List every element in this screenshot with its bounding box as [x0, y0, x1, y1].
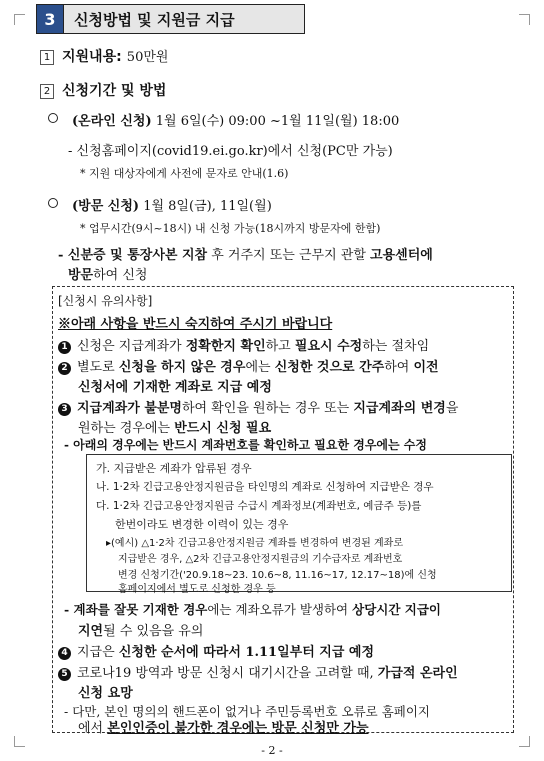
item-value: 50만원 — [126, 50, 169, 65]
item-number-box: 1 — [40, 50, 54, 65]
text-bold: 신청서에 기재한 계좌로 지급 예정 — [78, 380, 272, 395]
text-bold: 신청한 것으로 간주 — [274, 360, 385, 375]
text: 될 수 있음을 유의 — [103, 624, 204, 639]
box-example-cont: 변경 신청기간('20.9.18~23. 10.6~8, 11.16~17, 12.17~18)에 신청 — [118, 570, 437, 581]
number-5-icon: 5 — [58, 668, 71, 681]
notice-point-5 — [58, 662, 458, 681]
visit-detail-bold: 방문 — [68, 268, 94, 283]
text-bold: - 계좌를 잘못 기재한 경우 — [64, 602, 208, 617]
item-support-content — [40, 46, 168, 66]
text-bold: 신청을 하지 않은 경우 — [118, 360, 246, 375]
text-bold: 필요시 수정 — [294, 339, 363, 354]
box-item-da-cont: 한번이라도 변경한 이력이 있는 경우 — [115, 518, 289, 531]
text: 하여 — [384, 360, 410, 375]
item-number-box: 2 — [40, 84, 54, 99]
notice-point-5-cont — [78, 682, 133, 701]
text: 지급은 — [77, 645, 115, 660]
text: 원하는 경우에는 — [78, 421, 171, 436]
item-application-period — [40, 80, 166, 100]
number-1-icon: 1 — [58, 341, 71, 354]
box-item-ga: 가. 지급받은 계좌가 압류된 경우 — [96, 462, 252, 475]
notice-dash-1 — [64, 436, 427, 453]
text-bold: - 아래의 경우에는 반드시 계좌번호를 확인하고 필요한 경우에는 수정 — [64, 438, 427, 452]
text-bold: 정확한지 확인 — [185, 339, 266, 354]
section-title: 신청방법 및 지원금 지급 — [64, 4, 305, 34]
text: 하는 절차임 — [362, 339, 430, 354]
visit-detail-cont — [68, 264, 148, 283]
visit-detail-bold: 고용센터에 — [370, 248, 433, 263]
notice-point-3-cont — [78, 417, 271, 436]
online-detail: - 신청홈페이지(covid19.ei.go.kr)에서 신청(PC만 가능) — [68, 144, 393, 159]
item-label: 신청기간 및 방법 — [62, 83, 167, 99]
text-bold: 이전 — [413, 360, 439, 375]
box-example-cont: 지급받은 경우, △2차 긴급고용안정지원금의 기수급자로 계좌번호 — [118, 554, 403, 565]
notice-warning — [58, 313, 332, 332]
text-bold: 신청한 순서에 따라서 1.11일부터 지급 예정 — [118, 645, 375, 660]
text-bold: 지연 — [78, 624, 104, 639]
text: 에는 계좌오류가 발생하여 — [207, 602, 349, 617]
section-number: 3 — [36, 4, 64, 34]
section-header — [36, 4, 305, 34]
visit-dates: 1월 8일(금), 11일(월) — [143, 199, 272, 214]
visit-detail — [58, 244, 433, 263]
crop-mark — [519, 14, 530, 25]
visit-note: * 업무시간(9시~18시) 내 신청 가능(18시까지 방문자에 한함) — [80, 222, 381, 235]
box-example-cont: 홈페이지에서 별도로 신청한 경우 등 — [118, 584, 276, 595]
crop-mark — [14, 14, 25, 25]
notice-point-4 — [58, 641, 374, 660]
online-application — [48, 110, 399, 129]
number-3-icon: 3 — [58, 403, 71, 416]
notice-point-2 — [58, 356, 439, 375]
online-note: * 지원 대상자에게 사전에 문자로 안내(1.6) — [80, 167, 289, 180]
bullet-circle-icon — [48, 198, 58, 208]
visit-detail-text: 후 거주지 또는 근무지 관할 — [211, 248, 366, 263]
notice-warning-text: ※아래 사항을 반드시 숙지하여 주시기 바랍니다 — [58, 317, 333, 332]
visit-application — [48, 195, 272, 214]
box-item-da: 다. 1·2차 긴급고용안정지원금 수급시 계좌정보(계좌번호, 예금주 등)를 — [96, 500, 422, 512]
text-bold: 반드시 신청 필요 — [174, 421, 272, 436]
number-4-icon: 4 — [58, 647, 71, 660]
notice-point-1 — [58, 335, 429, 354]
visit-detail-text: 하여 신청 — [93, 268, 148, 283]
visit-label: (방문 신청) — [72, 199, 140, 214]
box-example: ▸(예시) △1·2차 긴급고용안정지원금 계좌를 변경하여 변경된 계좌로 — [106, 538, 403, 549]
text-bold: 지급계좌가 불분명 — [77, 401, 182, 416]
notice-title: [신청시 유의사항] — [58, 294, 153, 308]
notice-dash-2-cont — [78, 620, 203, 639]
text: 별도로 — [77, 360, 115, 375]
text: 에서 — [78, 721, 104, 736]
notice-dash-3-cont — [78, 717, 369, 736]
notice-point-3 — [58, 397, 458, 416]
box-item-na: 나. 1·2차 긴급고용안정지원금을 타인명의 계좌로 신청하여 지급받은 경우 — [96, 481, 434, 493]
number-2-icon: 2 — [58, 362, 71, 375]
text-bold: 상당시간 지급이 — [352, 602, 442, 617]
text: 코로나19 방역과 방문 신청시 대기시간을 고려할 때, — [77, 666, 374, 681]
online-label: (온라인 신청) — [72, 114, 152, 129]
text: 신청은 지급계좌가 — [77, 339, 182, 354]
visit-detail-bold: - 신분증 및 통장사본 지참 — [58, 248, 208, 263]
text-bold: 본인인증이 불가한 경우에는 방문 신청만 가능 — [107, 721, 369, 736]
item-label: 지원내용: — [62, 49, 122, 65]
bullet-circle-icon — [48, 113, 58, 123]
notice-dash-2 — [64, 600, 441, 618]
text: 을 — [445, 401, 459, 416]
online-period: 1월 6일(수) 09:00 ~1월 11일(월) 18:00 — [155, 114, 400, 129]
notice-point-2-cont — [78, 376, 272, 395]
text: 에는 — [245, 360, 271, 375]
text: 하여 확인을 원하는 경우 또는 — [182, 401, 350, 416]
text-bold: 신청 요망 — [78, 686, 133, 701]
text-bold: 지급계좌의 변경 — [353, 401, 446, 416]
text: 하고 — [265, 339, 291, 354]
notice-dash-3: - 다만, 본인 명의의 핸드폰이 없거나 주민등록번호 오류로 홈페이지 — [64, 704, 431, 719]
page-number: - 2 - — [261, 744, 283, 757]
text-bold: 가급적 온라인 — [377, 666, 458, 681]
